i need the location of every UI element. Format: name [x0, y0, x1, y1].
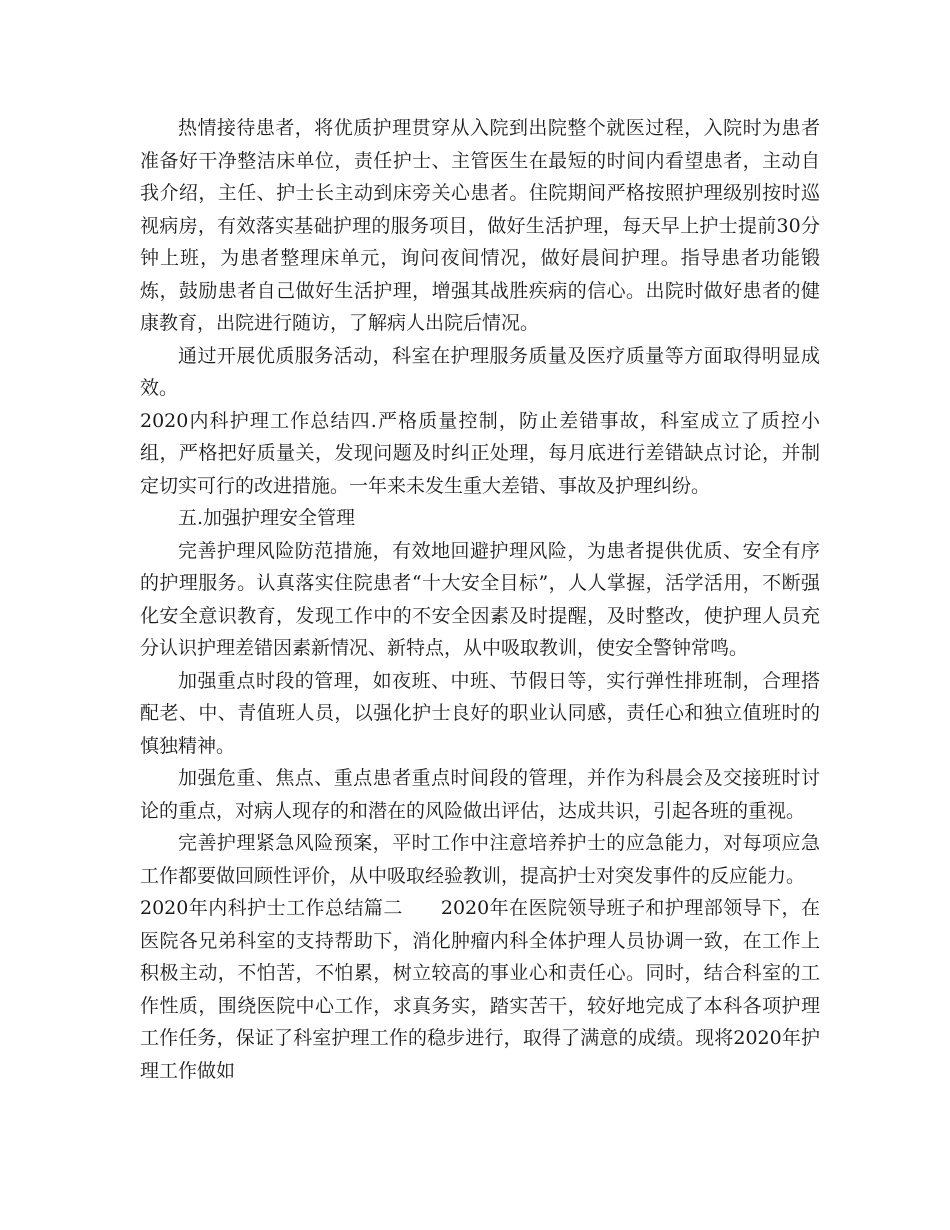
paragraph: 完善护理紧急风险预案，平时工作中注意培养护士的应急能力，对每项应急工作都要做回顾性评价，从中吸取经验教训，提高护士对突发事件的反应能力。 [140, 832, 820, 887]
paragraph: 加强重点时段的管理，如夜班、中班、节假日等，实行弹性排班制，合理搭配老、中、青值班人员，以强化护士良好的职业认同感，责任心和独立值班时的慎独精神。 [140, 669, 820, 757]
paragraph: 2020内科护理工作总结四.严格质量控制，防止差错事故，科室成立了质控小组，严格把好质量关，发现问题及时纠正处理，每月底进行差错缺点讨论，并制定切实可行的改进措施。一年来未发生重大差错、事故及护理纠纷。 [140, 409, 820, 497]
part-heading: 2020年内科护士工作总结篇二 [140, 897, 403, 919]
section-heading: 五.加强护理安全管理 [178, 507, 356, 529]
document-body [140, 112, 820, 1087]
paragraph: 通过开展优质服务活动，科室在护理服务质量及医疗质量等方面取得明显成效。 [140, 344, 820, 399]
final-paragraph [140, 892, 820, 1087]
paragraph: 完善护理风险防范措施，有效地回避护理风险，为患者提供优质、安全有序的护理服务。认真落实住院患者“十大安全目标”，人人掌握，活学活用，不断强化安全意识教育，发现工作中的不安全因素及时提醒，及时整改，使护理人员充分认识护理差错因素新情况、新特点，从中吸取教训，使安全警钟常鸣。 [140, 539, 820, 659]
paragraph: 加强危重、焦点、重点患者重点时间段的管理，并作为科晨会及交接班时讨论的重点，对病人现存的和潜在的风险做出评估，达成共识，引起各班的重视。 [140, 767, 820, 822]
final-paragraph-text: 2020年在医院领导班子和护理部领导下，在医院各兄弟科室的支持帮助下，消化肿瘤内科全体护理人员协调一致，在工作上积极主动，不怕苦，不怕累，树立较高的事业心和责任心。同时，结合科室的工作性质，围绕医院中心工作，求真务实，踏实苦干，较好地完成了本科各项护理工作任务，保证了科室护理工作的稳步进行，取得了满意的成绩。现将2020年护理工作做如 [140, 897, 820, 1082]
paragraph: 热情接待患者，将优质护理贯穿从入院到出院整个就医过程，入院时为患者准备好干净整洁床单位，责任护士、主管医生在最短的时间内看望患者，主动自我介绍，主任、护士长主动到床旁关心患者。住院期间严格按照护理级别按时巡视病房，有效落实基础护理的服务项目，做好生活护理，每天早上护士提前30分钟上班，为患者整理床单元，询问夜间情况，做好晨间护理。指导患者功能锻炼，鼓励患者自己做好生活护理，增强其战胜疾病的信心。出院时做好患者的健康教育，出院进行随访，了解病人出院后情况。 [140, 117, 820, 334]
